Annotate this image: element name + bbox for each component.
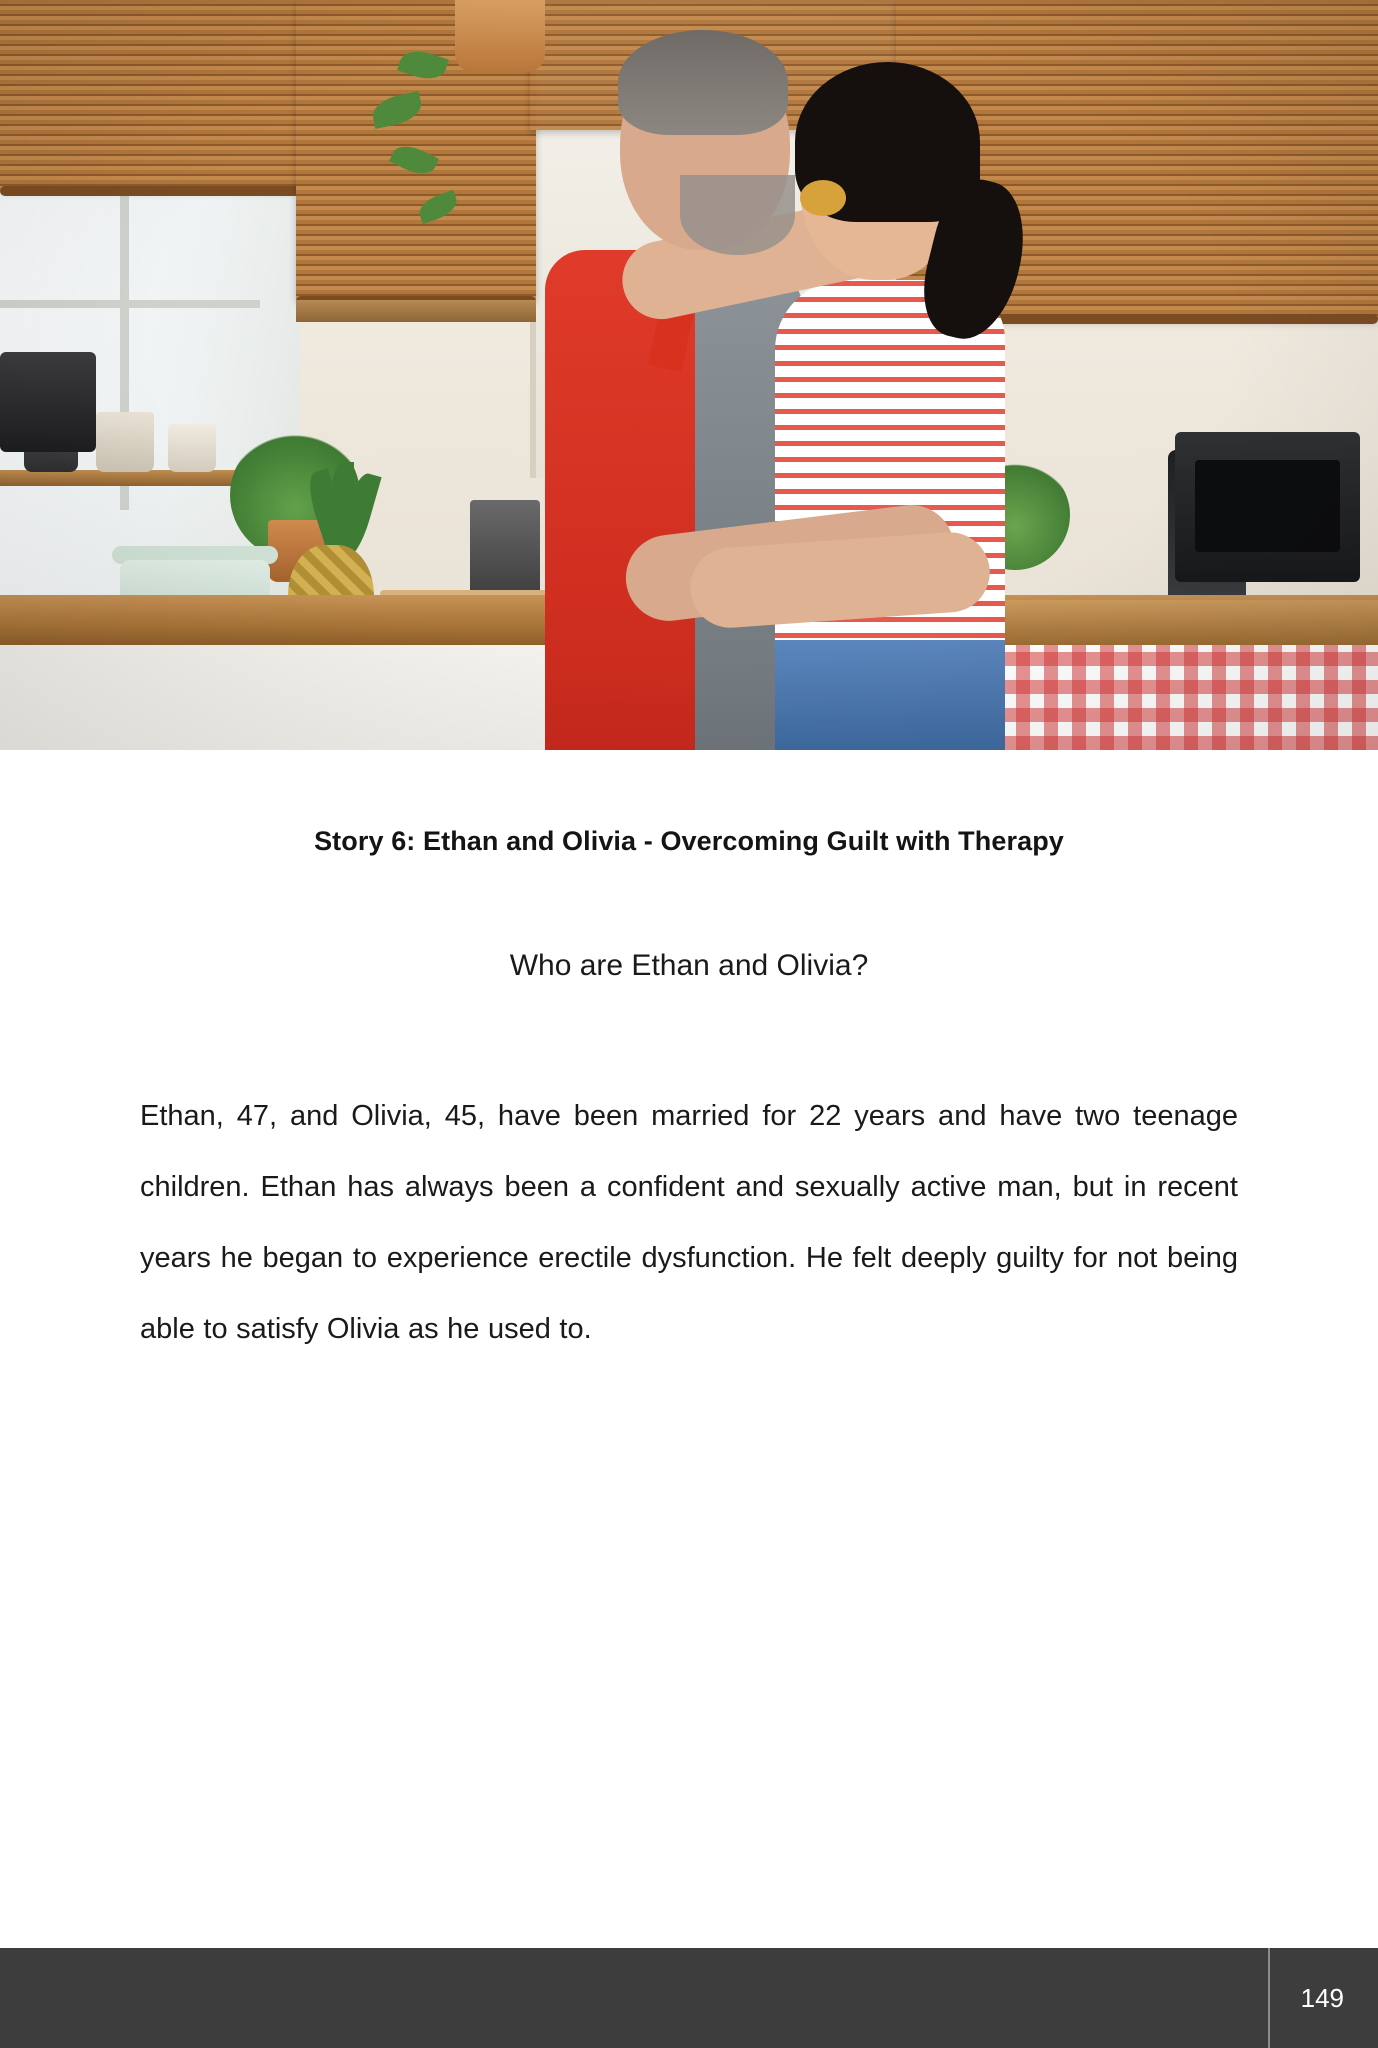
- story-title: Story 6: Ethan and Olivia - Overcoming Guilt with Therapy: [314, 826, 1064, 856]
- body-paragraph: Ethan, 47, and Olivia, 45, have been married for 22 years and have two teenage children. Ethan has always been a confident and sexually active man, but in recent years he began to experience erectile dysfunction. He felt deeply guilty for not being able to satisfy Olivia as he used to.: [140, 1100, 1238, 1346]
- hero-photo: [0, 0, 1378, 750]
- page-footer: [0, 1948, 1378, 2048]
- footer-divider: [1268, 1948, 1270, 2048]
- photo-vignette: [0, 0, 1378, 750]
- page-content: [0, 750, 1378, 2048]
- page-number: 149: [1300, 1982, 1344, 2013]
- section-question: Who are Ethan and Olivia?: [509, 949, 869, 983]
